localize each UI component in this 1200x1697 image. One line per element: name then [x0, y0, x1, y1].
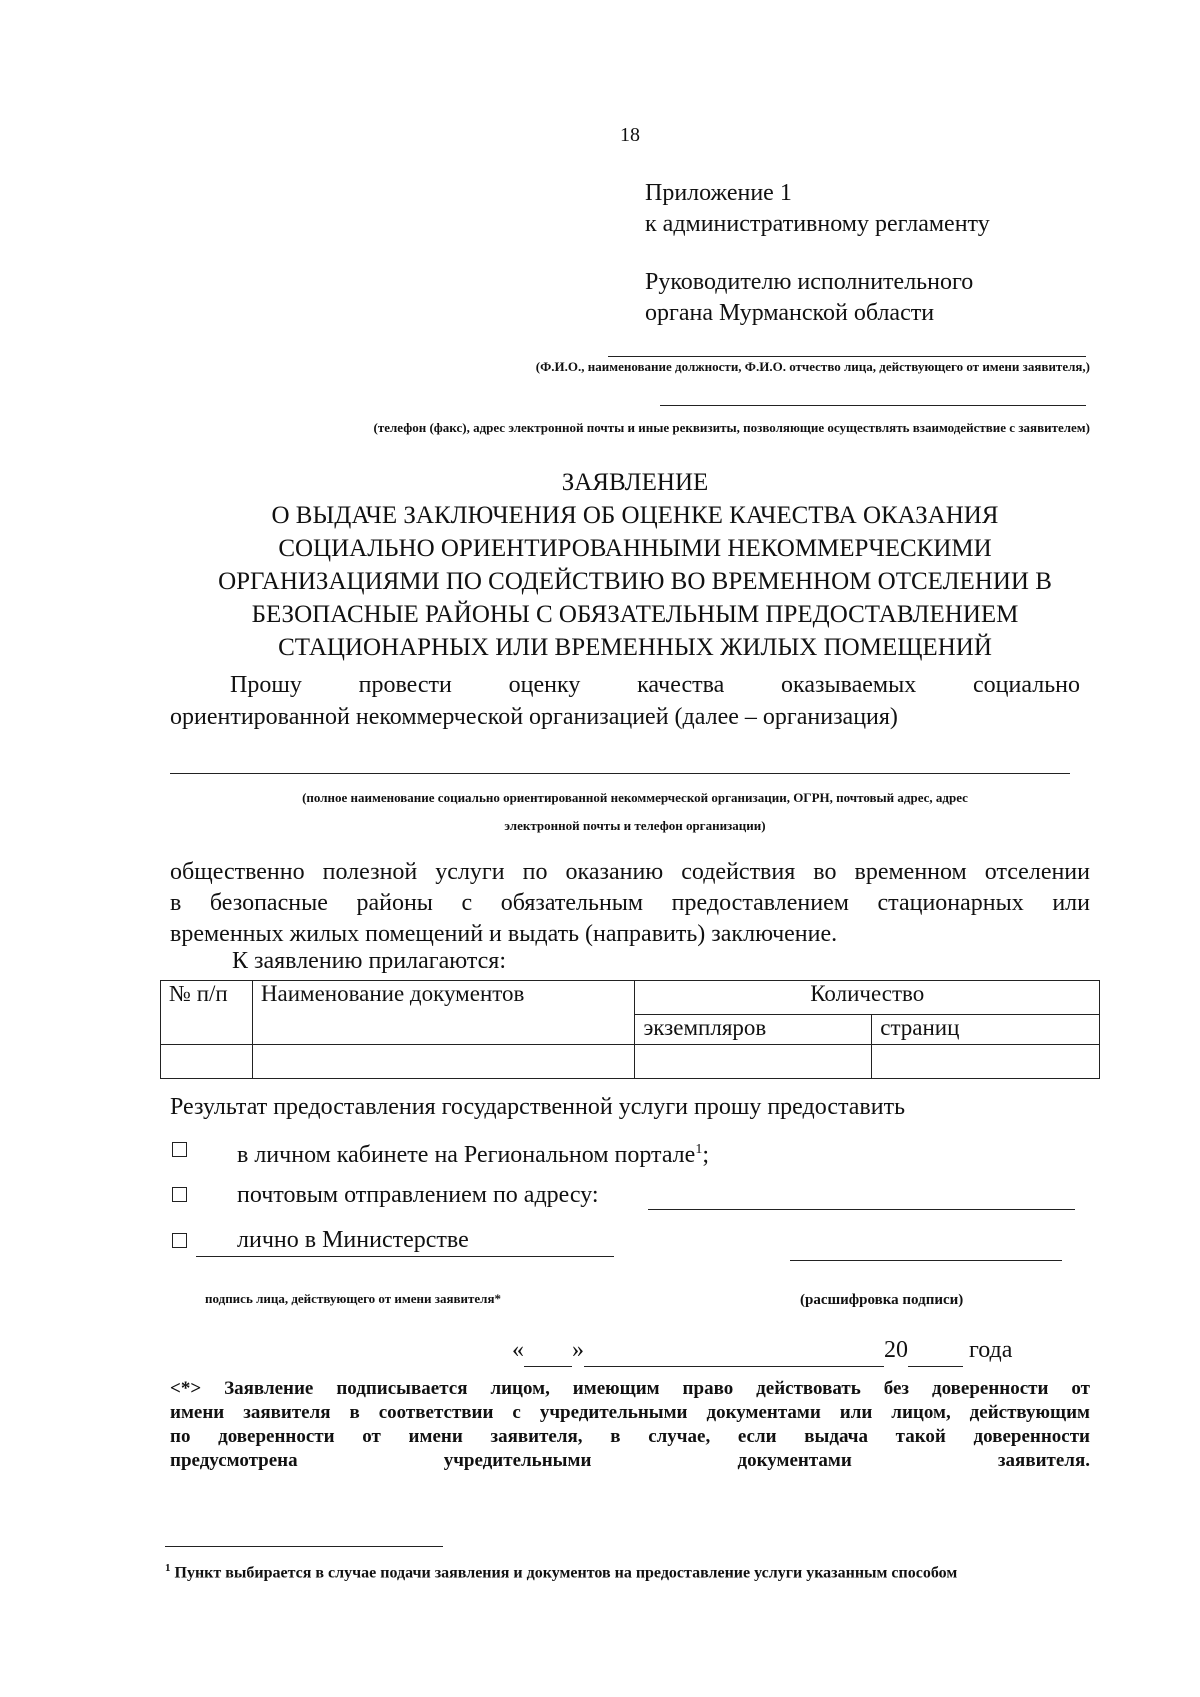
date-year-blank[interactable]: [908, 1335, 963, 1367]
option-mail-label: почтовым отправлением по адресу:: [237, 1182, 599, 1208]
request-line-2: ориентированной некоммерческой организацией (далее – организация): [170, 704, 898, 730]
contacts-line: [660, 405, 1086, 406]
date-day-blank[interactable]: [524, 1335, 572, 1367]
title-line-1: О ВЫДАЧЕ ЗАКЛЮЧЕНИЯ ОБ ОЦЕНКЕ КАЧЕСТВА ОКАЗАНИЯ: [271, 502, 999, 529]
note-line-1: <*> Заявление подписывается лицом, имеющим право действовать без доверенности от: [170, 1378, 1090, 1399]
col-pages-header: страниц: [872, 1015, 1100, 1045]
title-heading: ЗАЯВЛЕНИЕ: [561, 469, 709, 496]
fio-line: [608, 356, 1086, 357]
contacts-hint: (телефон (факс), адрес электронной почты и иные реквизиты, позволяющие осуществлять взаимодействие с заявителем): [373, 420, 1090, 435]
signature-decode-line[interactable]: [790, 1260, 1062, 1261]
addressee-line-2: органа Мурманской области: [645, 300, 935, 326]
attachments-table: [160, 980, 1100, 1079]
appendix-to-label: к административному регламенту: [645, 211, 990, 237]
appendix-label: Приложение 1: [645, 180, 792, 206]
document-title: [170, 466, 1100, 664]
title-line-2: СОЦИАЛЬНО ОРИЕНТИРОВАННЫМИ НЕКОММЕРЧЕСКИМИ: [278, 535, 992, 562]
request-cont-1: общественно полезной услуги по оказанию содействия во временном отселении: [170, 859, 1090, 885]
mail-address-field[interactable]: [648, 1209, 1075, 1210]
organization-hint-1: (полное наименование социально ориентированной некоммерческой организации, ОГРН, почтовый адрес, адрес: [302, 790, 968, 805]
table-cell[interactable]: [635, 1045, 872, 1079]
option-personal-label: лично в Министерстве: [237, 1227, 469, 1253]
attachments-label: К заявлению прилагаются:: [232, 948, 507, 974]
col-copies-header: экземпляров: [635, 1015, 872, 1045]
col-number-header: № п/п: [161, 981, 253, 1045]
result-label: Результат предоставления государственной услуги прошу предоставить: [170, 1094, 906, 1120]
col-name-header: Наименование документов: [252, 981, 635, 1045]
request-cont-2: в безопасные районы с обязательным предоставлением стационарных или: [170, 890, 1090, 916]
organization-line: [170, 773, 1070, 774]
addressee-line-1: Руководителю исполнительного: [645, 269, 974, 295]
organization-hint-2: электронной почты и телефон организации): [504, 818, 766, 833]
table-cell[interactable]: [872, 1045, 1100, 1079]
date-field: « » 20 года: [512, 1335, 1012, 1367]
footnote: $^1$ Пункт выбирается в случае подачи заявления и документов на предоставление услуги указанным способом: [165, 1562, 958, 1582]
signature-decode-hint: (расшифровка подписи): [800, 1292, 964, 1308]
title-line-5: СТАЦИОНАРНЫХ ИЛИ ВРЕМЕННЫХ ЖИЛЫХ ПОМЕЩЕНИЙ: [278, 634, 992, 661]
signature-line[interactable]: [196, 1256, 614, 1257]
title-line-3: ОРГАНИЗАЦИЯМИ ПО СОДЕЙСТВИЮ ВО ВРЕМЕННОМ ОТСЕЛЕНИИ В: [218, 568, 1052, 595]
option-portal-checkbox[interactable]: [172, 1142, 187, 1157]
option-personal-checkbox[interactable]: [172, 1233, 187, 1248]
title-line-4: БЕЗОПАСНЫЕ РАЙОНЫ С ОБЯЗАТЕЛЬНЫМ ПРЕДОСТАВЛЕНИЕМ: [251, 601, 1019, 628]
table-row: [161, 1045, 1100, 1079]
note-line-3: по доверенности от имени заявителя, в случае, если выдача такой доверенности: [170, 1426, 1090, 1447]
request-line-1: Прошу провести оценку качества оказываемых социально: [230, 672, 1080, 698]
footnote-separator: [165, 1546, 443, 1547]
note-line-2: имени заявителя в соответствии с учредительными документами или лицом, действующим: [170, 1402, 1090, 1423]
table-cell[interactable]: [252, 1045, 635, 1079]
page-number: 18: [620, 124, 640, 146]
col-quantity-header: Количество: [635, 981, 1100, 1015]
option-portal-label: в личном кабинете на Региональном портале$^1$;: [237, 1142, 709, 1168]
fio-hint: (Ф.И.О., наименование должности, Ф.И.О. отчество лица, действующего от имени заявителя,): [535, 359, 1090, 374]
date-month-blank[interactable]: [584, 1335, 884, 1367]
note-line-4: предусмотрена учредительными документами заявителя.: [170, 1450, 1090, 1471]
option-mail-checkbox[interactable]: [172, 1187, 187, 1202]
request-cont-3: временных жилых помещений и выдать (направить) заключение.: [170, 921, 838, 947]
signature-hint: подпись лица, действующего от имени заявителя*: [205, 1291, 501, 1306]
table-cell[interactable]: [161, 1045, 253, 1079]
